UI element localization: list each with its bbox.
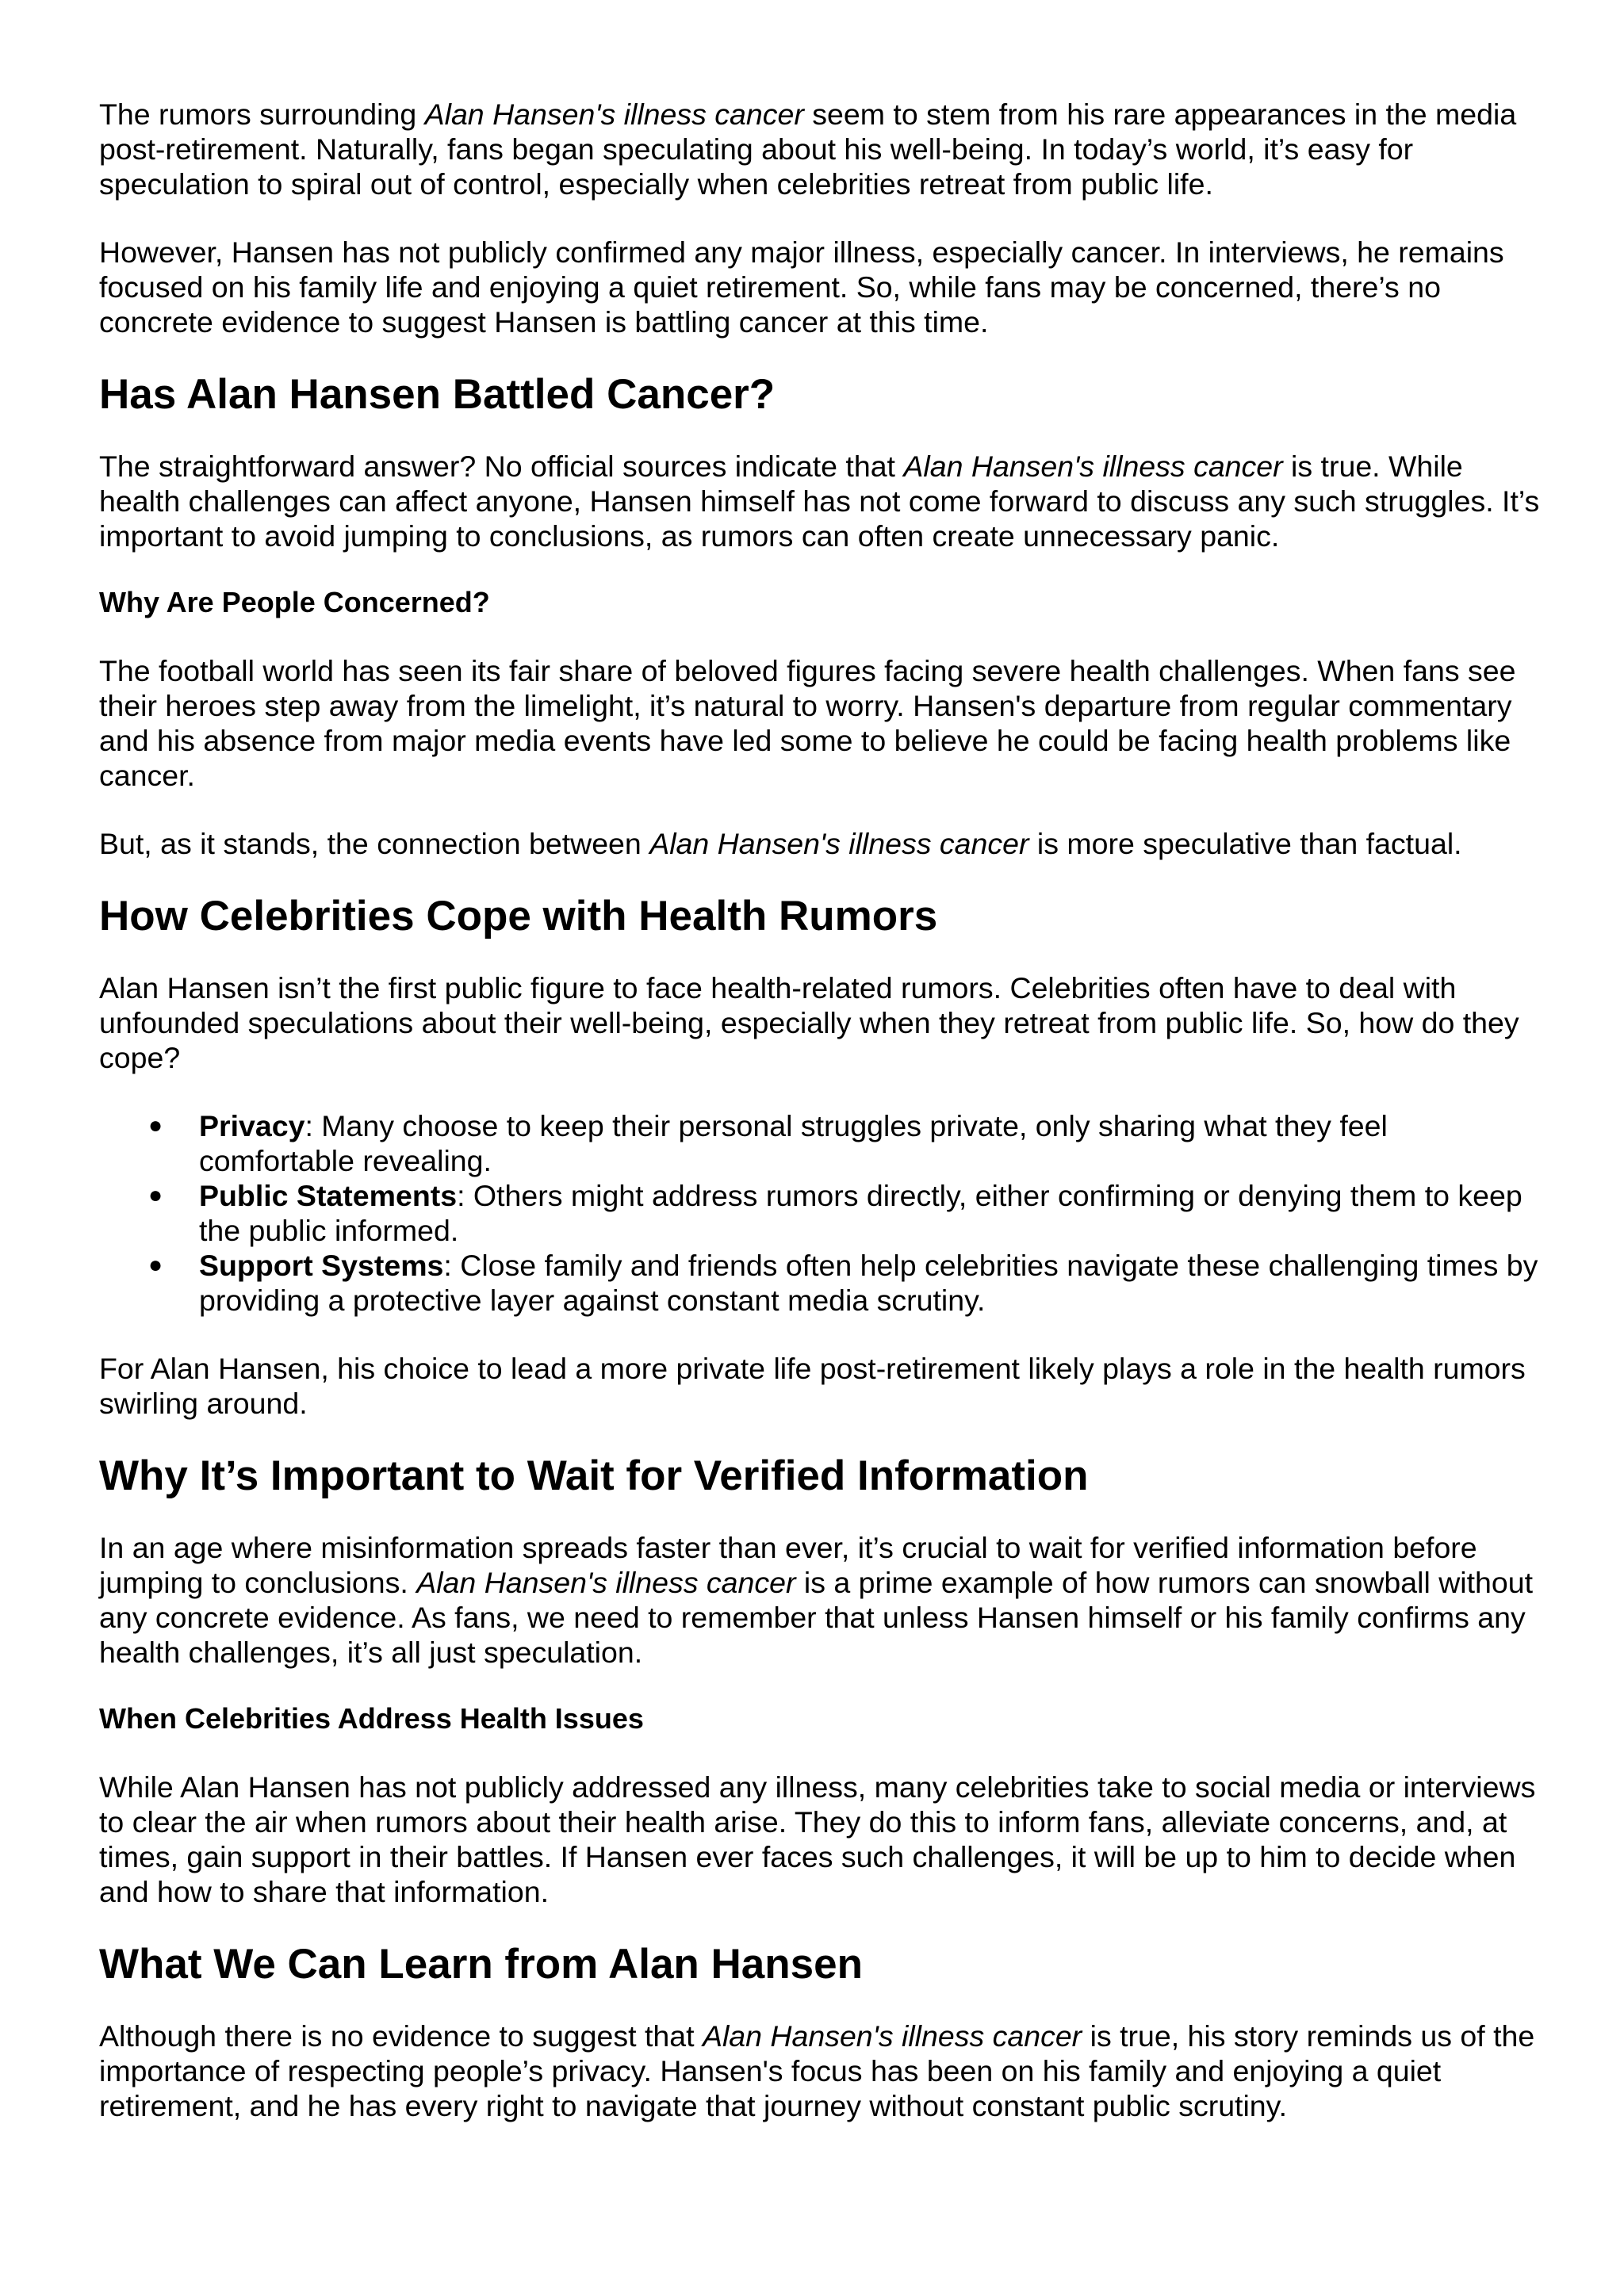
heading-what-we-learn: What We Can Learn from Alan Hansen	[99, 1941, 863, 1988]
bullet-icon: ●	[148, 1182, 163, 1208]
paragraph-respect-privacy: Although there is no evidence to suggest that Alan Hansen's illness cancer is true, his story reminds us of the importance of respecting people’s privacy. Hansen's focus has been on his family and enjoying a quiet retirement, and he has every right to navigate that journey without constant public scrutiny.	[99, 2019, 1535, 2122]
paragraph-as-it-stands: But, as it stands, the connection between Alan Hansen's illness cancer is more speculative than factual.	[99, 827, 1462, 860]
subheading-why-concerned: Why Are People Concerned?	[99, 586, 490, 618]
paragraph-private-life: For Alan Hansen, his choice to lead a more private life post-retirement likely plays a role in the health rumors swirling around.	[99, 1352, 1526, 1420]
paragraph-misinformation: In an age where misinformation spreads faster than ever, it’s crucial to wait for verified information before jumping to conclusions. Alan Hansen's illness cancer is a prime example of how rumors can snowball without any concrete evidence. As fans, we need to remember that unless Hansen himself or his family confirms any health challenges, it’s all just speculation.	[99, 1531, 1534, 1669]
list-item: ● Support Systems: Close family and friends often help celebrities navigate these challenging times by providing a protective layer against constant media scrutiny.	[148, 1249, 1538, 1317]
paragraph-straightforward-answer: The straightforward answer? No official sources indicate that Alan Hansen's illness cancer is true. While health challenges can affect anyone, Hansen himself has not come forward to discuss any such struggles. It’s important to avoid jumping to conclusions, as rumors can often create unnecessary panic.	[99, 450, 1540, 553]
paragraph-no-confirmation: However, Hansen has not publicly confirmed any major illness, especially cancer. In interviews, he remains focused on his family life and enjoying a quiet retirement. So, while fans may be concerned, there’s no concrete evidence to suggest Hansen is battling cancer at this time.	[99, 235, 1504, 339]
paragraph-football-world: The football world has seen its fair share of beloved figures facing severe health challenges. When fans see their heroes step away from the limelight, it’s natural to worry. Hansen's departure from regular commentary and his absence from major media events have led some to believe he could be facing health problems like cancer.	[99, 654, 1516, 792]
paragraph-first-public-figure: Alan Hansen isn’t the first public figure to face health-related rumors. Celebrities often have to deal with unfounded speculations about their well-being, especially when they retreat from public life. So, how do they cope?	[99, 971, 1519, 1074]
list-item: ● Privacy: Many choose to keep their personal struggles private, only sharing what they feel comfortable revealing.	[148, 1109, 1388, 1177]
paragraph-rumors-origin: The rumors surrounding Alan Hansen's illness cancer seem to stem from his rare appearances in the media post-retirement. Naturally, fans began speculating about his well-being. In today’s world, it’s easy for speculation to spiral out of control, especially when celebrities retreat from public life.	[99, 98, 1517, 201]
list-item: ● Public Statements: Others might address rumors directly, either confirming or denying them to keep the public informed.	[148, 1179, 1522, 1247]
heading-battled-cancer: Has Alan Hansen Battled Cancer?	[99, 371, 776, 418]
heading-celebrities-cope: How Celebrities Cope with Health Rumors	[99, 893, 938, 939]
bullet-icon: ●	[148, 1252, 163, 1278]
subheading-address-health: When Celebrities Address Health Issues	[99, 1702, 644, 1735]
heading-wait-verified: Why It’s Important to Wait for Verified Information	[99, 1452, 1089, 1499]
bullet-icon: ●	[148, 1112, 163, 1138]
document-page	[99, 97, 1550, 2123]
coping-list	[99, 1108, 1550, 1318]
paragraph-social-media: While Alan Hansen has not publicly addressed any illness, many celebrities take to social media or interviews to clear the air when rumors about their health arise. They do this to inform fans, alleviate concerns, and, at times, gain support in their battles. If Hansen ever faces such challenges, it will be up to him to decide when and how to share that information.	[99, 1770, 1536, 1908]
